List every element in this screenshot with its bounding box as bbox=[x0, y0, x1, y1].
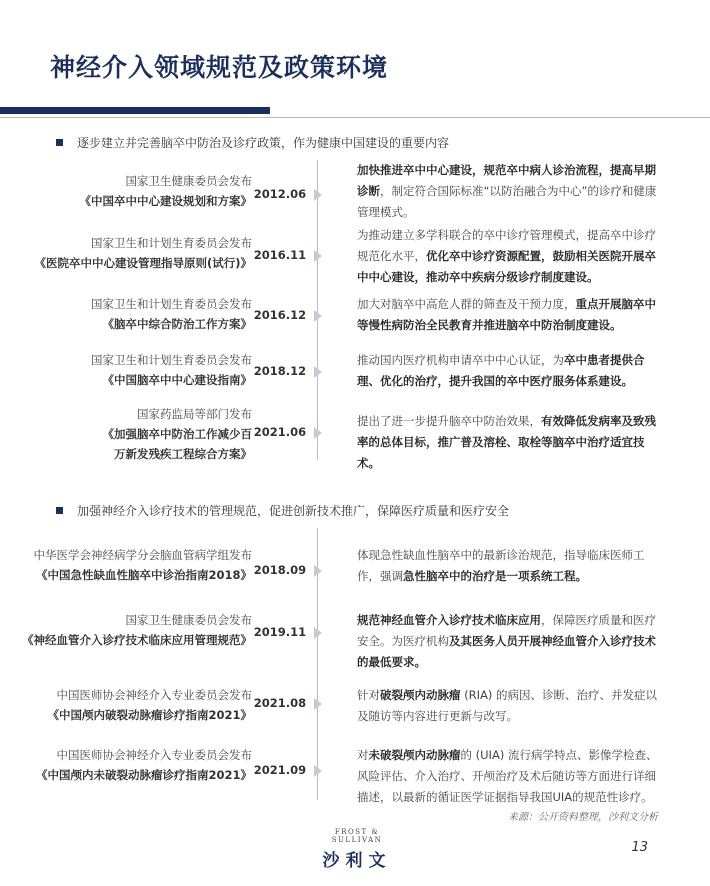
policy-date: 2016.11 bbox=[253, 248, 307, 262]
policy-date: 2021.09 bbox=[253, 763, 307, 777]
policy-issuer: 中国医师协会神经介入专业委员会发布 《中国颅内未破裂动脉瘤诊疗指南2021》 bbox=[36, 745, 252, 785]
policy-date: 2018.12 bbox=[253, 364, 307, 378]
policy-date: 2021.08 bbox=[253, 696, 307, 710]
policy-document-name: 《医院卒中中心建设管理指导原则(试行)》 bbox=[34, 256, 252, 270]
page-number: 13 bbox=[631, 840, 648, 855]
timeline-chevron-icon bbox=[311, 187, 325, 201]
policy-document-name: 《脑卒中综合防治工作方案》 bbox=[102, 317, 252, 331]
policy-issuer: 国家卫生和计划生育委员会发布 《脑卒中综合防治工作方案》 bbox=[91, 294, 252, 334]
timeline-chevron-icon bbox=[311, 696, 325, 710]
policy-description: 对未破裂颅内动脉瘤的 (UIA) 流行病学特点、影像学检查、风险评估、介入治疗、开颅治疗及术后随访等方面进行详细描述，以最新的循证医学证据指导我国UIA的规范性诊疗。 bbox=[357, 748, 658, 804]
policy-description: 加大对脑卒中高危人群的筛查及干预力度，重点开展脑卒中等慢性病防治全民教育并推进脑卒中防治制度建设。 bbox=[357, 297, 656, 332]
policy-description: 规范神经血管介入诊疗技术临床应用，保障医疗质量和医疗安全。为医疗机构及其医务人员开展神经血管介入诊疗技术的最低要求。 bbox=[357, 613, 656, 669]
policy-document-name: 《神经血管介入诊疗技术临床应用管理规范》 bbox=[22, 633, 252, 647]
policy-document-name: 《加强脑卒中防治工作减少百 bbox=[102, 427, 252, 441]
bullet-square-icon bbox=[56, 507, 63, 514]
policy-document-name: 《中国脑卒中中心建设指南》 bbox=[102, 373, 252, 387]
title-accent-bar bbox=[0, 107, 270, 114]
policy-description: 为推动建立多学科联合的卒中诊疗管理模式，提高卒中诊疗规范化水平，优化卒中诊疗资源配置，鼓励相关医院开展卒中中心建设，推动卒中疾病分级诊疗制度建设。 bbox=[357, 228, 656, 284]
page-title: 神经介入领域规范及政策环境 bbox=[50, 53, 389, 82]
policy-date: 2019.11 bbox=[253, 625, 307, 639]
policy-date: 2021.06 bbox=[253, 425, 307, 439]
policy-issuer: 国家卫生健康委员会发布 《中国卒中中心建设规划和方案》 bbox=[80, 171, 253, 211]
timeline-chevron-icon bbox=[311, 625, 325, 639]
policy-description: 体现急性缺血性脑卒中的最新诊治规范，指导临床医师工作，强调急性脑卒中的治疗是一项系统工程。 bbox=[357, 548, 645, 583]
timeline-chevron-icon bbox=[311, 563, 325, 577]
policy-description: 加快推进卒中中心建设，规范卒中病人诊治流程，提高早期诊断，制定符合国际标准“以防治融合为中心”的诊疗和健康管理模式。 bbox=[357, 163, 657, 219]
policy-document-name: 《中国卒中中心建设规划和方案》 bbox=[79, 194, 252, 208]
policy-document-name: 《中国急性缺血性脑卒中诊治指南2018》 bbox=[35, 568, 252, 582]
policy-issuer: 国家卫生和计划生育委员会发布 《医院卒中中心建设管理指导原则(试行)》 bbox=[34, 233, 252, 273]
policy-issuer: 中华医学会神经病学分会脑血管病学组发布 《中国急性缺血性脑卒中诊治指南2018》 bbox=[34, 545, 253, 585]
policy-issuer: 国家药监局等部门发布 《加强脑卒中防治工作减少百 万新发残疾工程综合方案》 bbox=[103, 404, 253, 464]
policy-description: 针对破裂颅内动脉瘤 (RIA) 的病因、诊断、治疗、并发症以及随访等内容进行更新与改写。 bbox=[357, 688, 658, 723]
timeline-chevron-icon bbox=[311, 425, 325, 439]
policy-issuer: 中国医师协会神经介入专业委员会发布 《中国颅内破裂动脉瘤诊疗指南2021》 bbox=[47, 685, 252, 725]
frost-sullivan-logo: FROST & SULLIVAN 沙利文 bbox=[322, 828, 392, 871]
bullet-square-icon bbox=[56, 139, 63, 146]
title-divider bbox=[0, 117, 710, 118]
policy-description: 提出了进一步提升脑卒中防治效果，有效降低发病率及致残率的总体目标，推广普及溶栓、取栓等脑卒中治疗适宜技术。 bbox=[357, 414, 656, 470]
section-heading: 逐步建立并完善脑卒中防治及诊疗政策，作为健康中国建设的重要内容 bbox=[56, 134, 449, 151]
policy-issuer: 国家卫生和计划生育委员会发布 《中国脑卒中中心建设指南》 bbox=[91, 350, 252, 390]
timeline-chevron-icon bbox=[311, 248, 325, 262]
timeline-chevron-icon bbox=[311, 364, 325, 378]
policy-date: 2012.06 bbox=[253, 187, 307, 201]
source-note: 来源：公开资料整理，沙利文分析 bbox=[508, 812, 658, 823]
policy-document-name: 《中国颅内未破裂动脉瘤诊疗指南2021》 bbox=[35, 768, 252, 782]
policy-date: 2018.09 bbox=[253, 563, 307, 577]
timeline-chevron-icon bbox=[311, 308, 325, 322]
timeline-chevron-icon bbox=[311, 763, 325, 777]
policy-date: 2016.12 bbox=[253, 308, 307, 322]
section-heading: 加强神经介入诊疗技术的管理规范，促进创新技术推广，保障医疗质量和医疗安全 bbox=[56, 502, 509, 519]
policy-document-name: 万新发残疾工程综合方案》 bbox=[114, 447, 252, 461]
policy-issuer: 国家卫生健康委员会发布 《神经血管介入诊疗技术临床应用管理规范》 bbox=[22, 610, 252, 650]
policy-document-name: 《中国颅内破裂动脉瘤诊疗指南2021》 bbox=[47, 708, 252, 722]
policy-description: 推动国内医疗机构申请卒中中心认证，为卒中患者提供合理、优化的治疗，提升我国的卒中医疗服务体系建设。 bbox=[357, 353, 645, 388]
